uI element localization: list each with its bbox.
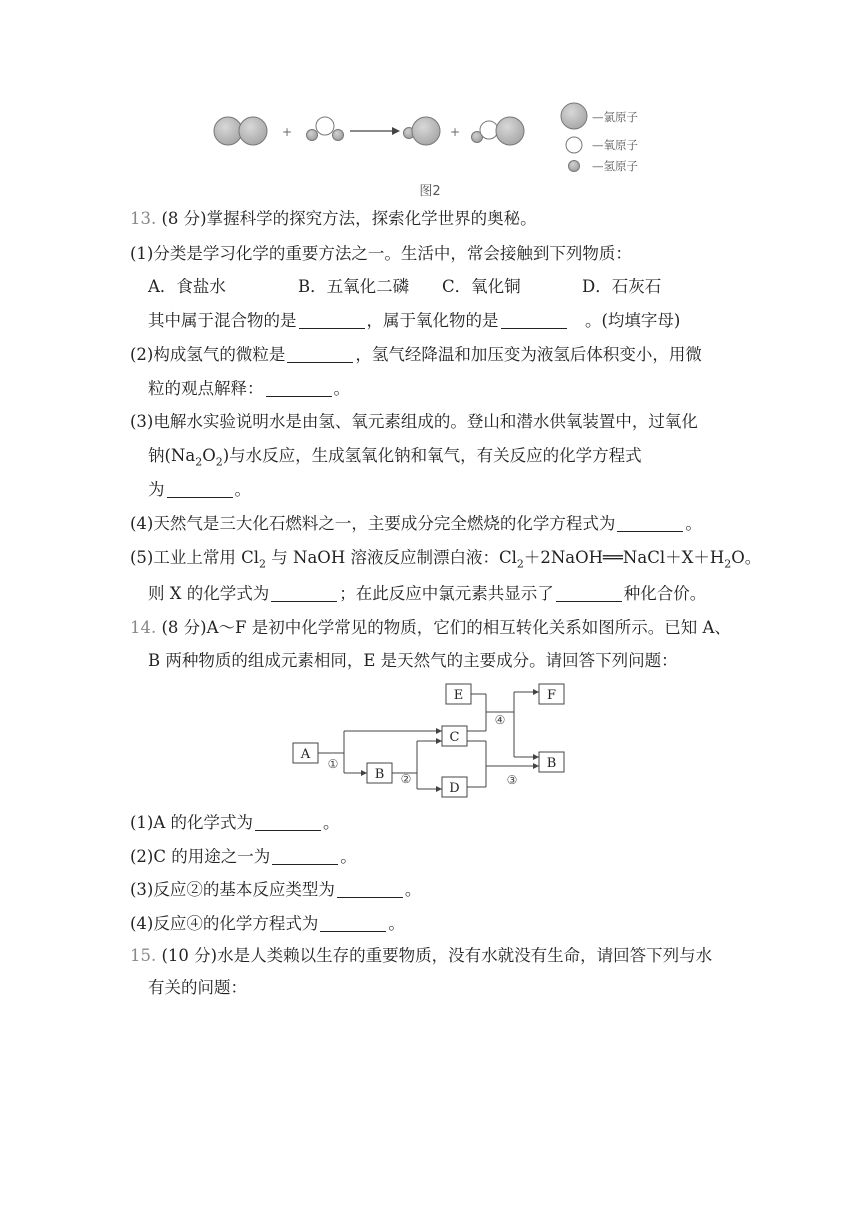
legend-oxygen: —氧原子 (592, 138, 638, 152)
reaction-arrow (350, 127, 400, 135)
conversion-diagram (280, 675, 600, 805)
q13-part3-answer: 为 。 (148, 480, 251, 499)
reaction-figure (0, 0, 860, 200)
option-b: B．五氧化二磷 (298, 277, 410, 296)
answer-blank[interactable] (287, 346, 353, 363)
q14-stem: 14. (8 分)A～F 是初中化学常见的物质，它们的相互转化关系如图所示。已知 A、 (130, 618, 731, 637)
hydrogen-atom-icon (569, 161, 580, 172)
answer-blank[interactable] (501, 312, 567, 329)
legend-chlorine: —氯原子 (592, 110, 638, 124)
cl2-molecule (214, 117, 267, 145)
q13-stem: 13. (8 分)掌握科学的探究方法，探索化学世界的奥秘。 (130, 209, 537, 228)
hcl-molecule (404, 117, 441, 145)
q13-part3-cont: 钠$(Na_2O_2)$与水反应，生成氢氧化钠和氧气，有关反应的化学方程式 (148, 446, 642, 469)
q14-part4: (4)反应④的化学方程式为 。 (130, 914, 405, 933)
reaction-1-label: ① (327, 757, 339, 771)
figure-caption: 图2 (419, 184, 441, 199)
answer-blank[interactable] (167, 481, 233, 498)
q13-part5-answer: 则 X 的化学式为 ；在此反应中氯元素共显示了 种化合价。 (148, 584, 707, 603)
q13-part1: (1)分类是学习化学的重要方法之一。生活中，常会接触到下列物质： (130, 244, 632, 263)
q14-stem-cont: B 两种物质的组成元素相同，E 是天然气的主要成分。请回答下列问题： (148, 651, 678, 670)
plus-sign: + (449, 125, 461, 139)
node-a-label: A (300, 747, 311, 762)
q14-part2: (2)C 的用途之一为 。 (130, 847, 357, 866)
q15-number: 15. (130, 946, 157, 965)
legend-hydrogen: —氢原子 (592, 159, 638, 173)
h2o-molecule (307, 117, 344, 141)
legend (561, 103, 638, 173)
q13-number: 13. (130, 209, 157, 228)
q13-part3: (3)电解水实验说明水是由氢、氧元素组成的。登山和潜水供氧装置中，过氧化 (130, 412, 698, 431)
q14-number: 14. (130, 618, 157, 637)
oxygen-atom-icon (566, 137, 582, 153)
q13-part4: (4)天然气是三大化石燃料之一，主要成分完全燃烧的化学方程式为 。 (130, 514, 702, 533)
q13-part5: (5)工业上常用 $Cl_2$ 与 NaOH 溶液反应制漂白液：$Cl_2+2NaOH══NaCl+X+H_2O$。 (130, 548, 762, 571)
q13-part2: (2)构成氢气的微粒是 ，氢气经降温和加压变为液氢后体积变小，用微 (130, 345, 702, 364)
node-f-label: F (546, 688, 557, 703)
node-d-label: D (449, 781, 460, 796)
answer-blank[interactable] (271, 585, 337, 602)
q13-part2-cont: 粒的观点解释： 。 (148, 379, 350, 398)
reaction-3-label: ③ (506, 773, 518, 787)
answer-blank[interactable] (337, 881, 403, 898)
node-b-product-label: B (546, 756, 557, 771)
answer-blank[interactable] (266, 380, 332, 397)
answer-blank[interactable] (299, 312, 365, 329)
option-d: D．石灰石 (582, 277, 662, 296)
answer-blank[interactable] (556, 585, 622, 602)
plus-sign: + (281, 125, 293, 139)
reaction-2-label: ② (400, 772, 412, 786)
q14-part3: (3)反应②的基本反应类型为 。 (130, 880, 422, 899)
option-c: C．氧化铜 (442, 277, 521, 296)
answer-blank[interactable] (320, 915, 386, 932)
chlorine-atom-icon (561, 103, 587, 129)
option-a: A．食盐水 (148, 277, 226, 296)
q14-part1: (1)A 的化学式为 。 (130, 813, 340, 832)
node-c-label: C (449, 730, 460, 745)
q15-stem: 15. (10 分)水是人类赖以生存的重要物质，没有水就没有生命，请回答下列与水 (130, 946, 713, 965)
hclo-molecule (472, 117, 525, 145)
node-b-label: B (374, 767, 385, 782)
answer-blank[interactable] (272, 848, 338, 865)
q15-stem-cont: 有关的问题： (148, 978, 247, 997)
node-e-label: E (453, 688, 464, 703)
q13-options (148, 276, 661, 298)
reaction-4-label: ④ (494, 713, 506, 727)
q13-part1-answer: 其中属于混合物的是 ，属于氧化物的是 。(均填字母) (148, 311, 681, 330)
answer-blank[interactable] (617, 515, 683, 532)
answer-blank[interactable] (255, 814, 321, 831)
